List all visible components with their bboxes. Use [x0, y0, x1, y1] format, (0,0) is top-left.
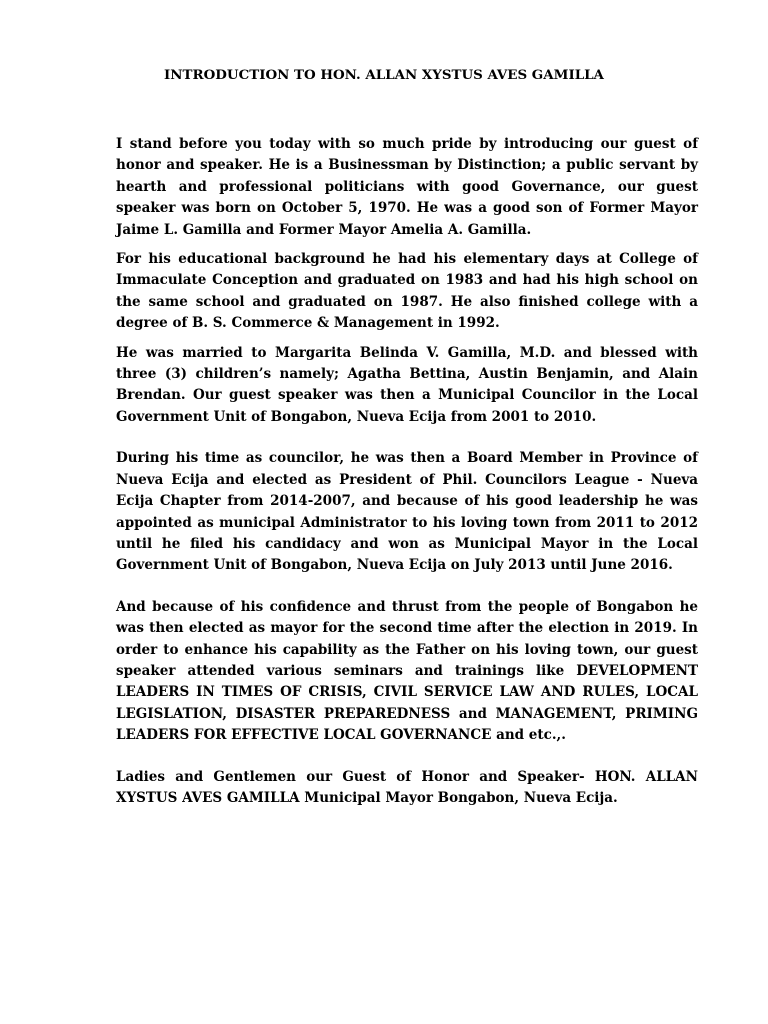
- paragraph-mayor-trainings: And because of his confidence and thrust from the people of Bongabon he was then elected as mayor for the second time after the election in 2019. In order to enhance his capability as the Father on his loving town, our guest speaker attended various seminars and trainings like DEVELOPMENT LEADERS IN TIMES OF CRISIS, CIVIL SERVICE LAW AND RULES, LOCAL LEGISLATION, DISASTER PREPAREDNESS and MANAGEMENT, PRIMING LEADERS FOR EFFECTIVE LOCAL GOVERNANCE and etc.,.: [116, 598, 698, 744]
- document-body: [116, 134, 698, 809]
- document-title: INTRODUCTION TO HON. ALLAN XYSTUS AVES GAMILLA: [164, 67, 604, 83]
- paragraph-councilor-career: During his time as councilor, he was then a Board Member in Province of Nueva Ecija and elected as President of Phil. Councilors League - Nueva Ecija Chapter from 2014-2007, and because of his good leadership he was appointed as municipal Administrator to his loving town from 2011 to 2012 until he filed his candidacy and won as Municipal Mayor in the Local Government Unit of Bongabon, Nueva Ecija on July 2013 until June 2016.: [116, 450, 698, 574]
- paragraph-closing: Ladies and Gentlemen our Guest of Honor and Speaker- HON. ALLAN XYSTUS AVES GAMILLA Municipal Mayor Bongabon, Nueva Ecija.: [116, 768, 698, 806]
- paragraph-family-career: He was married to Margarita Belinda V. Gamilla, M.D. and blessed with three (3) children’s namely; Agatha Bettina, Austin Benjamin, and Alain Brendan. Our guest speaker was then a Municipal Councilor in the Local Government Unit of Bongabon, Nueva Ecija from 2001 to 2010.: [116, 344, 698, 425]
- paragraph-education: For his educational background he had his elementary days at College of Immaculate Conception and graduated on 1983 and had his high school on the same school and graduated on 1987. He also finished college with a degree of B. S. Commerce & Management in 1992.: [116, 251, 698, 332]
- paragraph-introduction: I stand before you today with so much pride by introducing our guest of honor and speaker. He is a Businessman by Distinction; a public servant by hearth and professional politicians with good Governance, our guest speaker was born on October 5, 1970. He was a good son of Former Mayor Jaime L. Gamilla and Former Mayor Amelia A. Gamilla.: [116, 136, 698, 238]
